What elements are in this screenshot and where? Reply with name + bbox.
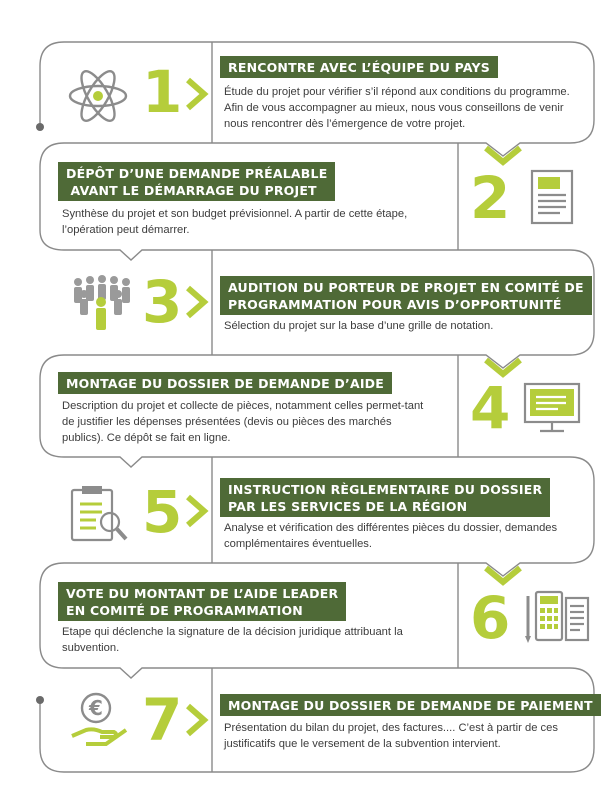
atom-icon	[66, 64, 130, 128]
step-number: 7	[142, 686, 183, 754]
step-number: 3	[142, 268, 183, 336]
step-description: Sélection du projet sur la base d’une grille de notation.	[224, 320, 494, 332]
calculator-documents-icon	[522, 588, 592, 646]
step-description: Présentation du bilan du projet, des factures.... C’est à partir de ces justificatifs que le versement de la subvention intervient.	[224, 722, 558, 750]
step-number: 5	[142, 478, 183, 546]
step-number: 6	[470, 584, 511, 652]
step-description: Description du projet et collecte de pièces, notamment celles permet-tant de justifier les dépenses présentées (devis ou pièces des marchés publics). Ce dépôt se fait en ligne.	[62, 400, 424, 444]
step-description: Synthèse du projet et son budget prévisionnel. A partir de cette étape, l’opération peut démarrer.	[62, 208, 408, 236]
step-title: AUDITION DU PORTEUR DE PROJET EN COMITÉ DE PROGRAMMATION POUR AVIS D’OPPORTUNITÉ	[220, 276, 592, 315]
step-title: VOTE DU MONTANT DE L’AIDE LEADER EN COMITÉ DE PROGRAMMATION	[58, 582, 346, 621]
step-title: DÉPÔT D’UNE DEMANDE PRÉALABLE AVANT LE DÉMARRAGE DU PROJET	[58, 162, 335, 201]
step-number: 4	[470, 374, 511, 442]
document-icon	[526, 168, 578, 226]
step-description: Étude du projet pour vérifier s’il répond aux conditions du programme. Afin de vous accompagner au mieux, nous vous conseillons de venir nous rencontrer dès l’émergence de votre projet.	[224, 86, 570, 130]
step-title: MONTAGE DU DOSSIER DE DEMANDE D’AIDE	[58, 372, 392, 394]
step-title: INSTRUCTION RÈGLEMENTAIRE DU DOSSIER PAR LES SERVICES DE LA RÉGION	[220, 478, 550, 517]
svg-text:€: €	[89, 696, 103, 720]
euro-hand-icon	[66, 690, 132, 748]
step-number: 2	[470, 164, 511, 232]
group-people-icon	[66, 272, 136, 332]
step-description: Etape qui déclenche la signature de la décision juridique attribuant la subvention.	[62, 626, 403, 654]
step-description: Analyse et vérification des différentes pièces du dossier, demandes complémentaires éventuelles.	[224, 522, 558, 550]
step-title: RENCONTRE AVEC L’ÉQUIPE DU PAYS	[220, 56, 498, 78]
step-number: 1	[142, 58, 183, 126]
step-title: MONTAGE DU DOSSIER DE DEMANDE DE PAIEMENT	[220, 694, 601, 716]
computer-monitor-icon	[522, 380, 582, 436]
clipboard-magnifier-icon	[66, 484, 132, 544]
